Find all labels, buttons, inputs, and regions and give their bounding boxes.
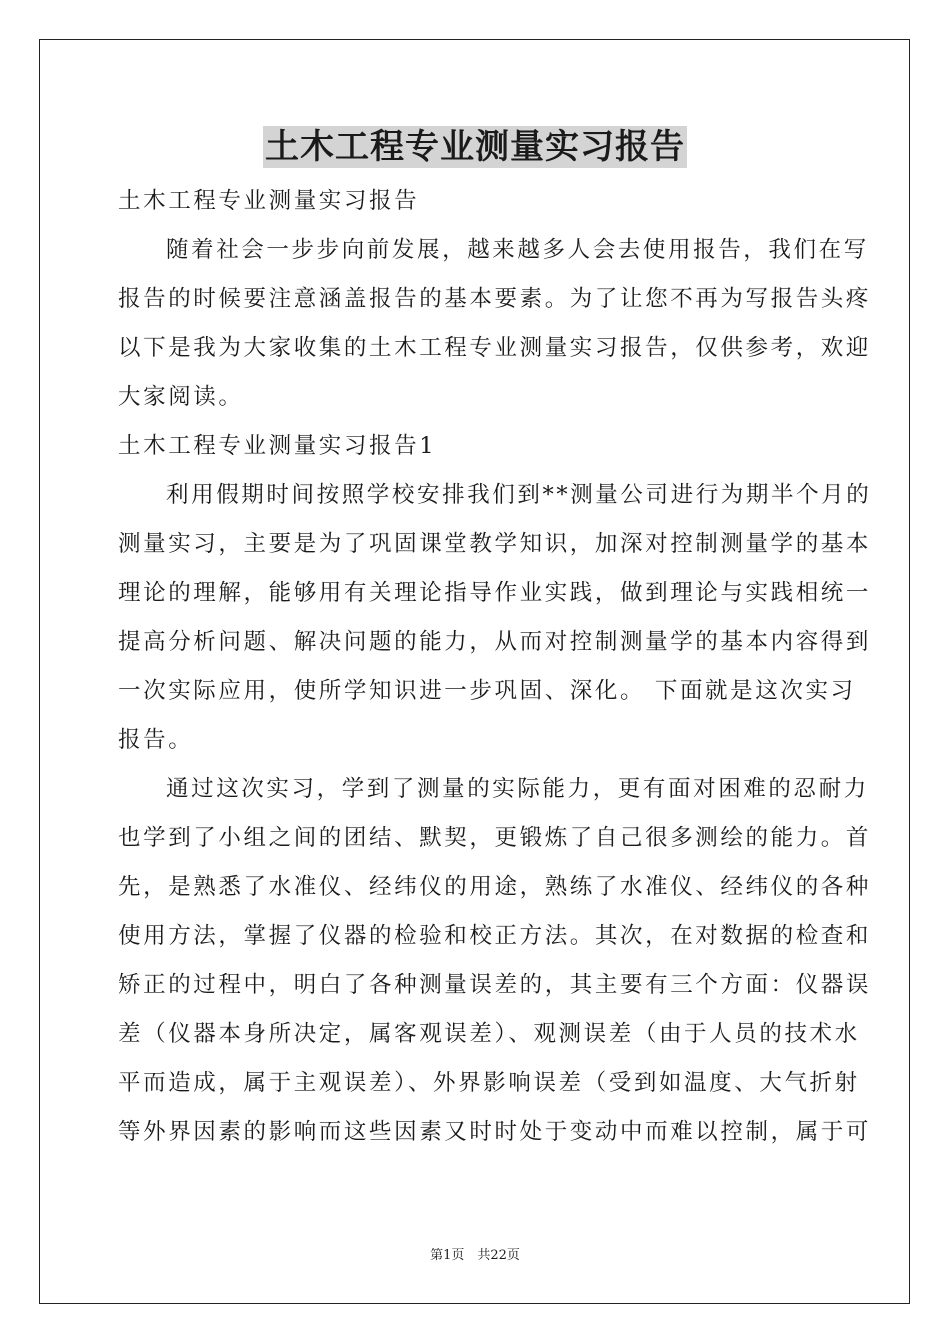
- paragraph-line: 平而造成，属于主观误差）、外界影响误差（受到如温度、大气折射: [118, 1070, 860, 1096]
- document-body: [118, 177, 872, 1157]
- paragraph-line: 差（仪器本身所决定，属客观误差）、观测误差（由于人员的技术水: [118, 1021, 860, 1047]
- paragraph-line: 报告的时候要注意涵盖报告的基本要素。为了让您不再为写报告头疼: [118, 286, 872, 312]
- section-heading: 土木工程专业测量实习报告: [118, 188, 420, 214]
- title-wrap: [0, 126, 950, 168]
- paragraph-line: 随着社会一步步向前发展，越来越多人会去使用报告，我们在写: [166, 237, 869, 263]
- page-footer: 第1页 共22页: [430, 1248, 520, 1263]
- paragraph-line: 也学到了小组之间的团结、默契，更锻炼了自己很多测绘的能力。首: [118, 825, 872, 851]
- paragraph-line: 先，是熟悉了水准仪、经纬仪的用途，熟练了水准仪、经纬仪的各种: [118, 874, 872, 900]
- paragraph-line: 理论的理解，能够用有关理论指导作业实践，做到理论与实践相统一: [118, 580, 872, 606]
- paragraph-line: 矫正的过程中，明白了各种测量误差的，其主要有三个方面：仪器误: [118, 972, 872, 998]
- paragraph-line: 等外界因素的影响而这些因素又时时处于变动中而难以控制，属于可: [118, 1119, 872, 1145]
- paragraph-line: 测量实习，主要是为了巩固课堂教学知识，加深对控制测量学的基本: [118, 531, 872, 557]
- paragraph-line: 报告。: [118, 727, 194, 753]
- section-heading: 土木工程专业测量实习报告1: [118, 433, 437, 459]
- paragraph-line: 大家阅读。: [118, 384, 244, 410]
- paragraph-line: 一次实际应用，使所学知识进一步巩固、深化。 下面就是这次实习: [118, 678, 856, 704]
- paragraph-line: 利用假期时间按照学校安排我们到**测量公司进行为期半个月的: [166, 482, 872, 508]
- paragraph-line: 通过这次实习，学到了测量的实际能力，更有面对困难的忍耐力: [166, 776, 869, 802]
- document-title: 土木工程专业测量实习报告: [265, 127, 685, 167]
- paragraph-line: 以下是我为大家收集的土木工程专业测量实习报告，仅供参考，欢迎: [118, 335, 872, 361]
- paragraph-line: 使用方法，掌握了仪器的检验和校正方法。其次，在对数据的检查和: [118, 923, 872, 949]
- paragraph-line: 提高分析问题、解决问题的能力，从而对控制测量学的基本内容得到: [118, 629, 872, 655]
